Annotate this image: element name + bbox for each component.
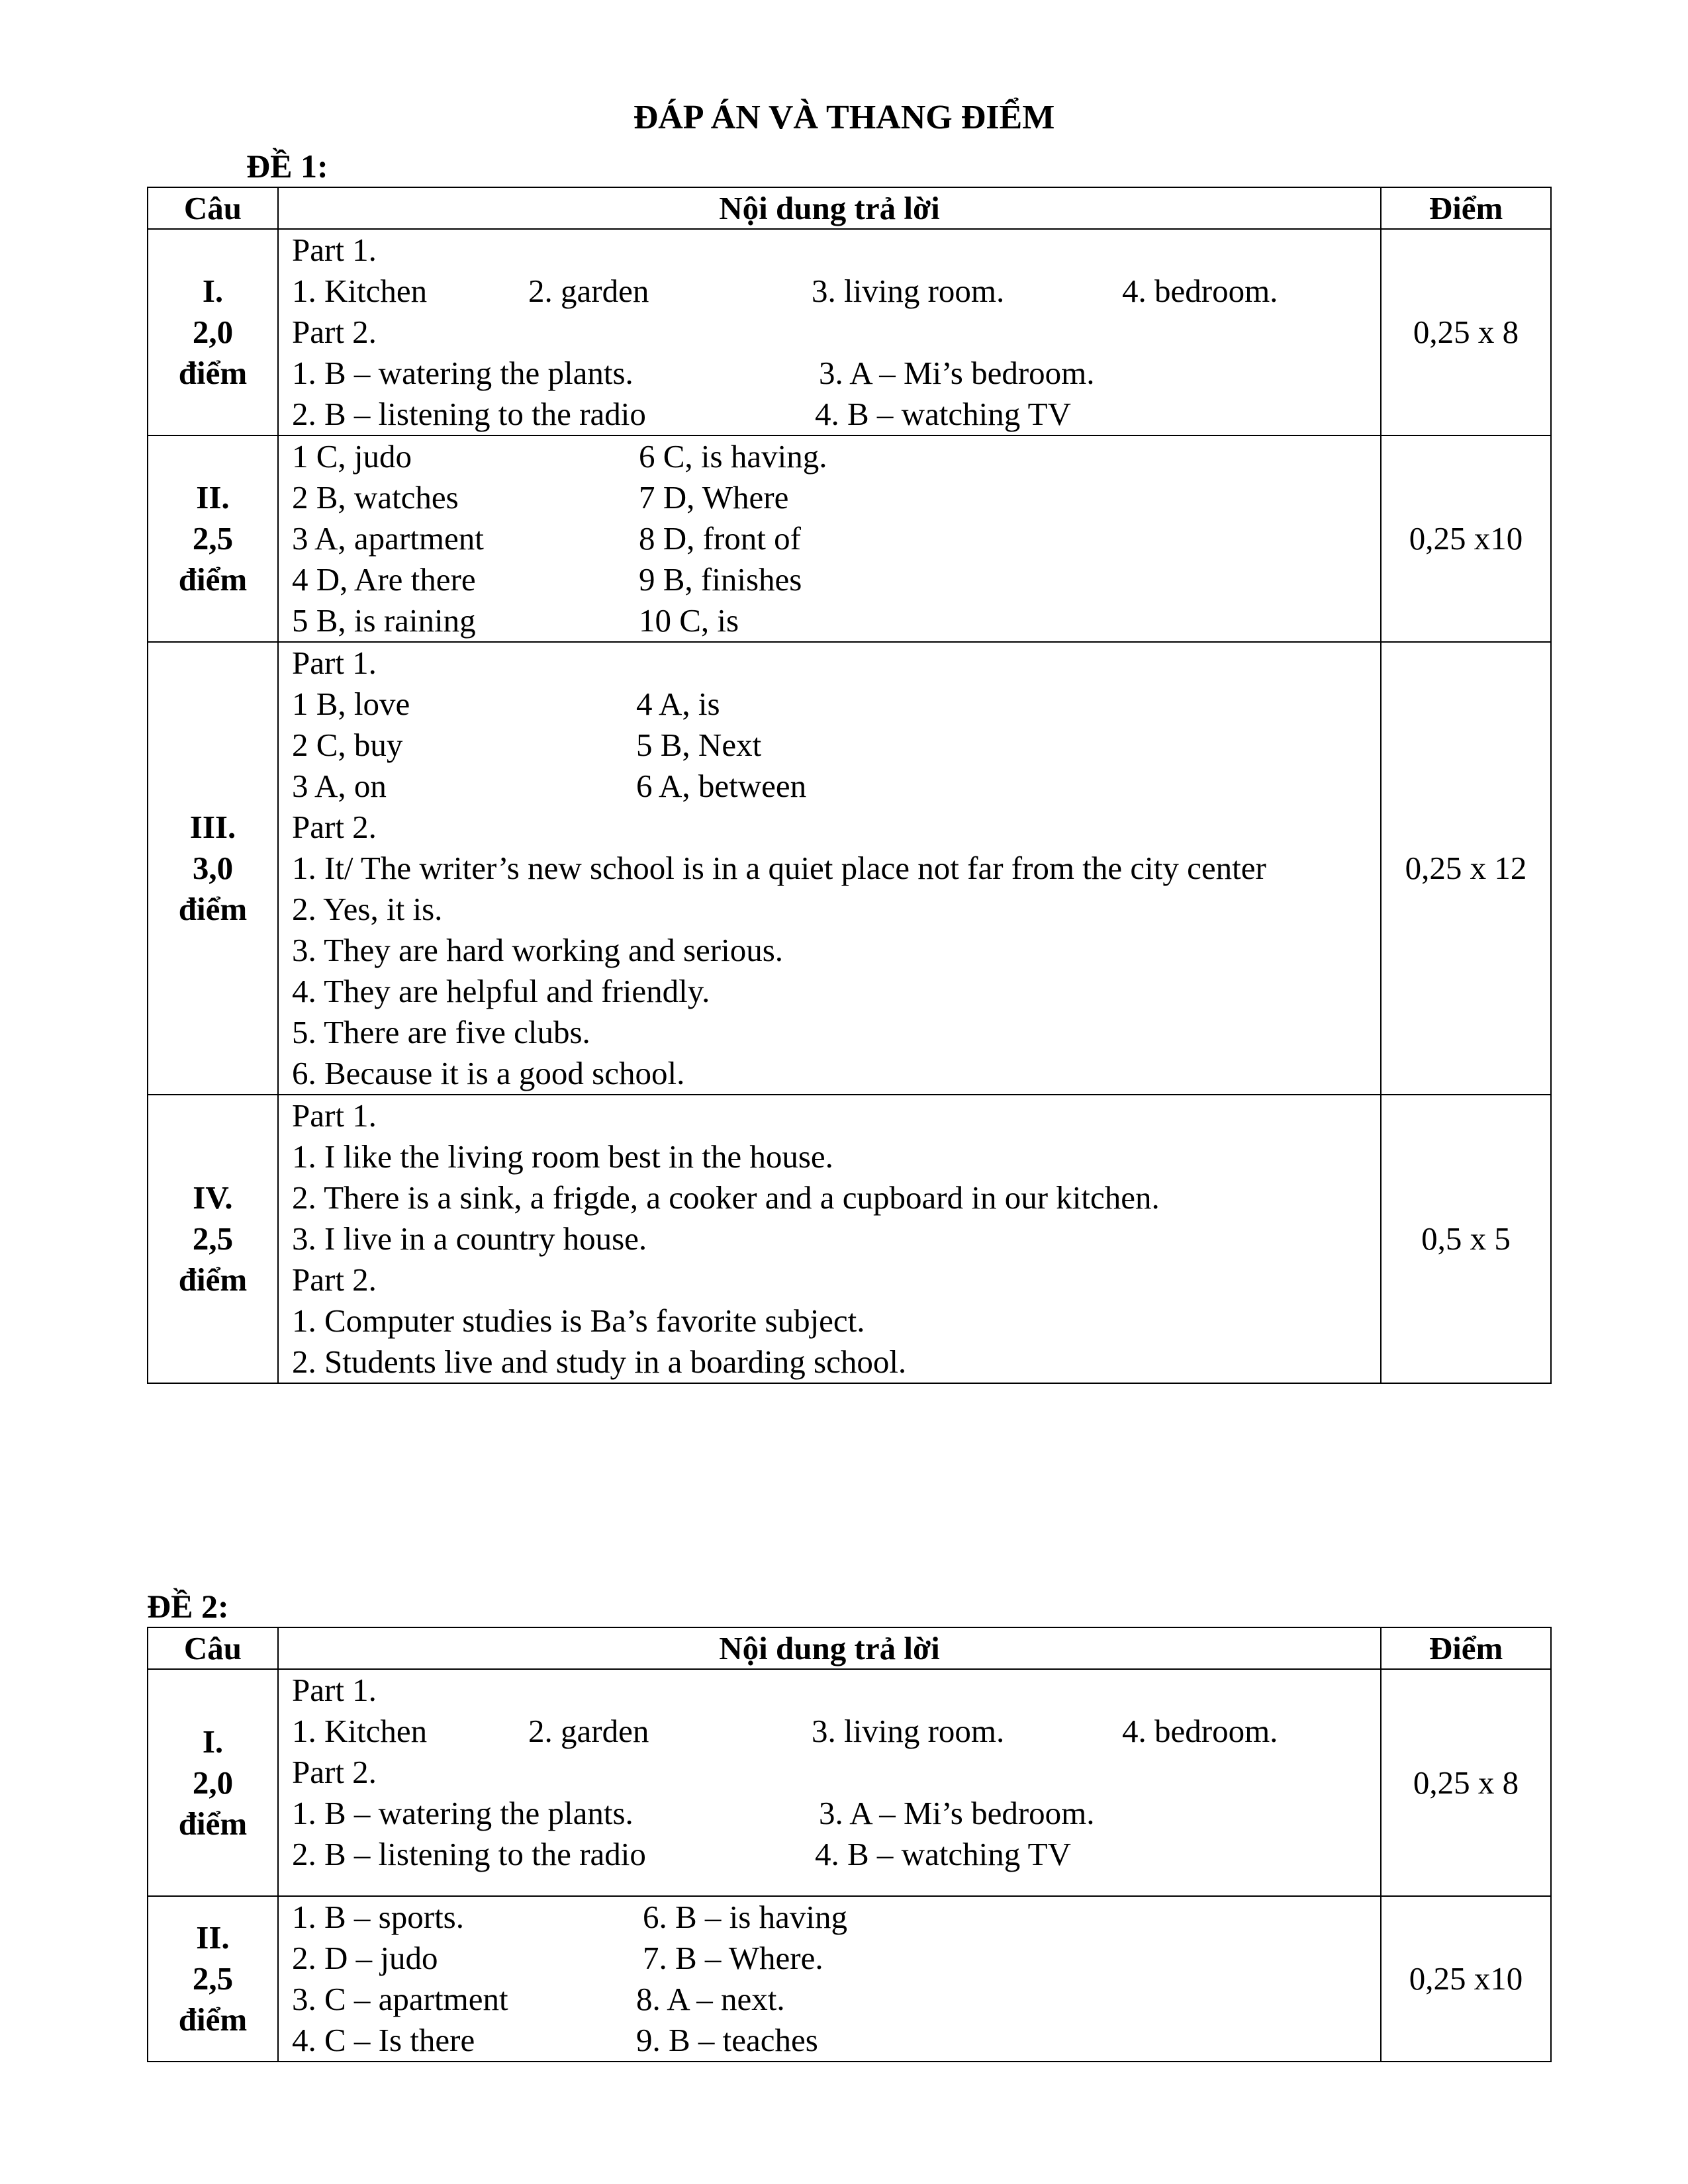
answer-line [292, 930, 1380, 971]
answer-text: 4. C – Is there [292, 2022, 475, 2058]
answer-table-2 [147, 1627, 1552, 2062]
answer-text: 3. C – apartment [292, 1981, 508, 2017]
answer-text: 3. living room. [812, 273, 1005, 309]
question-points: 2,0 [192, 1764, 234, 1801]
answer-text: 3. I live in a country house. [292, 1220, 647, 1257]
answer-line [292, 971, 1380, 1012]
answer-content [278, 435, 1381, 642]
column-header-score: Điểm [1381, 187, 1551, 229]
answer-line [292, 1053, 1380, 1094]
answer-line [292, 684, 1380, 725]
answer-text: 2. Yes, it is. [292, 891, 443, 927]
question-cell [148, 642, 278, 1095]
column-header-content: Nội dung trả lời [278, 1627, 1381, 1669]
answer-text: 1. Computer studies is Ba’s favorite subject. [292, 1302, 865, 1339]
answer-text: 4. They are helpful and friendly. [292, 973, 710, 1009]
answer-text: 1. I like the living room best in the house. [292, 1138, 833, 1175]
answer-line [292, 766, 1380, 807]
question-cell [148, 1669, 278, 1896]
answer-content [278, 642, 1381, 1095]
question-cell [148, 229, 278, 435]
answer-text: 3. A – Mi’s bedroom. [819, 1795, 1095, 1831]
answer-line [292, 477, 1380, 518]
answer-line [292, 2020, 1380, 2061]
answer-line [292, 1012, 1380, 1053]
answer-text: 6. B – is having [643, 1899, 847, 1935]
answer-text: Part 1. [292, 645, 377, 681]
column-header-score: Điểm [1381, 1627, 1551, 1669]
answer-text: 5 B, Next [636, 727, 762, 763]
answer-text: 3. They are hard working and serious. [292, 932, 784, 968]
answer-line [292, 271, 1380, 312]
answer-line [292, 1177, 1380, 1218]
column-header-question: Câu [148, 187, 278, 229]
answer-text: 1. B – watering the plants. [292, 355, 633, 391]
answer-line [292, 889, 1380, 930]
answer-content [278, 229, 1381, 435]
question-number: IV. [193, 1179, 233, 1216]
answer-text: 1. B – watering the plants. [292, 1795, 633, 1831]
answer-text: 2. There is a sink, a frigde, a cooker and a cupboard in our kitchen. [292, 1179, 1160, 1216]
answer-line [292, 1136, 1380, 1177]
answer-line [292, 807, 1380, 848]
answer-text: 3 A, on [292, 768, 387, 804]
table-row [148, 435, 1551, 642]
question-unit: điểm [178, 561, 248, 598]
score-cell: 0,25 x 8 [1381, 1669, 1551, 1896]
answer-content [278, 1669, 1381, 1896]
page-title: ĐÁP ÁN VÀ THANG ĐIỂM [633, 99, 1055, 136]
score-cell: 0,25 x10 [1381, 435, 1551, 642]
score-cell: 0,25 x 12 [1381, 642, 1551, 1095]
answer-line [292, 518, 1380, 559]
table-row [148, 1896, 1551, 2062]
answer-line [292, 1259, 1380, 1300]
answer-text: 7 D, Where [639, 479, 789, 516]
table-row [148, 1095, 1551, 1383]
score-cell: 0,5 x 5 [1381, 1095, 1551, 1383]
answer-line [292, 600, 1380, 641]
question-number: II. [196, 479, 230, 516]
answer-line [292, 643, 1380, 684]
answer-content [278, 1896, 1381, 2062]
question-points: 2,0 [192, 314, 234, 350]
answer-text: 2 B, watches [292, 479, 459, 516]
answer-text: 4. bedroom. [1122, 1713, 1278, 1749]
answer-line [292, 1218, 1380, 1259]
answer-line [292, 1300, 1380, 1342]
question-number: I. [202, 273, 224, 309]
table-row [148, 229, 1551, 435]
answer-line [292, 1834, 1380, 1875]
answer-text: 4 A, is [636, 686, 720, 722]
question-number: III. [189, 809, 236, 845]
answer-line [292, 725, 1380, 766]
answer-line [292, 1979, 1380, 2020]
question-unit: điểm [178, 1805, 248, 1842]
answer-line [292, 1095, 1380, 1136]
answer-line [292, 1670, 1380, 1711]
answer-text: 5 B, is raining [292, 602, 476, 639]
table-row [148, 642, 1551, 1095]
answer-text: 4 D, Are there [292, 561, 476, 598]
answer-text: 8. A – next. [636, 1981, 785, 2017]
answer-line [292, 1711, 1380, 1752]
question-points: 2,5 [192, 1220, 234, 1257]
answer-text: Part 2. [292, 1261, 377, 1298]
table-header-row [148, 1627, 1551, 1669]
answer-line [292, 1897, 1380, 1938]
answer-content [278, 1095, 1381, 1383]
answer-line [292, 1752, 1380, 1793]
answer-text: 4. bedroom. [1122, 273, 1278, 309]
question-points: 2,5 [192, 1960, 234, 1997]
answer-text: 1. Kitchen [292, 273, 428, 309]
answer-text: 9. B – teaches [636, 2022, 818, 2058]
answer-text: 9 B, finishes [639, 561, 802, 598]
answer-text: 4. B – watching TV [815, 1836, 1071, 1872]
answer-text: Part 2. [292, 809, 377, 845]
question-number: II. [196, 1919, 230, 1956]
answer-text: Part 1. [292, 232, 377, 268]
answer-text: 2. B – listening to the radio [292, 1836, 646, 1872]
question-points: 2,5 [192, 520, 234, 557]
answer-text: 6 A, between [636, 768, 807, 804]
table-header-row [148, 187, 1551, 229]
answer-text: 1. Kitchen [292, 1713, 428, 1749]
answer-line [292, 230, 1380, 271]
answer-text: 1 B, love [292, 686, 410, 722]
answer-line [292, 559, 1380, 600]
score-cell: 0,25 x 8 [1381, 229, 1551, 435]
answer-text: Part 1. [292, 1097, 377, 1134]
question-number: I. [202, 1723, 224, 1760]
score-cell: 0,25 x10 [1381, 1896, 1551, 2062]
answer-line [292, 1938, 1380, 1979]
answer-text: 2 C, buy [292, 727, 403, 763]
answer-line [292, 848, 1380, 889]
answer-line [292, 394, 1380, 435]
answer-text: 2. Students live and study in a boarding school. [292, 1343, 907, 1380]
question-points: 3,0 [192, 850, 234, 886]
answer-line [292, 353, 1380, 394]
answer-text: 3. living room. [812, 1713, 1005, 1749]
answer-text: 6. Because it is a good school. [292, 1055, 685, 1091]
answer-text: 5. There are five clubs. [292, 1014, 590, 1050]
question-cell [148, 1095, 278, 1383]
answer-text: 2. B – listening to the radio [292, 396, 646, 432]
section-heading-2: ĐỀ 2: [147, 1588, 229, 1625]
answer-text: 3 A, apartment [292, 520, 484, 557]
question-unit: điểm [178, 2001, 248, 2038]
answer-text: 1. It/ The writer’s new school is in a quiet place not far from the city center [292, 850, 1266, 886]
question-cell [148, 1896, 278, 2062]
answer-text: 1 C, judo [292, 438, 412, 475]
section-heading-1: ĐỀ 1: [246, 148, 328, 185]
table-row [148, 1669, 1551, 1896]
column-header-content: Nội dung trả lời [278, 187, 1381, 229]
answer-text: 1. B – sports. [292, 1899, 465, 1935]
answer-text: Part 2. [292, 1754, 377, 1790]
question-unit: điểm [178, 1261, 248, 1298]
answer-table-1 [147, 187, 1552, 1384]
answer-text: Part 1. [292, 1672, 377, 1708]
answer-text: 2. garden [528, 273, 649, 309]
answer-text: 4. B – watching TV [815, 396, 1071, 432]
answer-text: 2. garden [528, 1713, 649, 1749]
answer-line [292, 312, 1380, 353]
answer-line [292, 1793, 1380, 1834]
column-header-question: Câu [148, 1627, 278, 1669]
question-unit: điểm [178, 891, 248, 927]
answer-text: 7. B – Where. [643, 1940, 823, 1976]
answer-text: 6 C, is having. [639, 438, 827, 475]
answer-line [292, 1342, 1380, 1383]
question-unit: điểm [178, 355, 248, 391]
answer-text: 10 C, is [639, 602, 739, 639]
answer-text: 3. A – Mi’s bedroom. [819, 355, 1095, 391]
question-cell [148, 435, 278, 642]
answer-text: 2. D – judo [292, 1940, 438, 1976]
answer-text: Part 2. [292, 314, 377, 350]
answer-line [292, 436, 1380, 477]
answer-text: 8 D, front of [639, 520, 801, 557]
